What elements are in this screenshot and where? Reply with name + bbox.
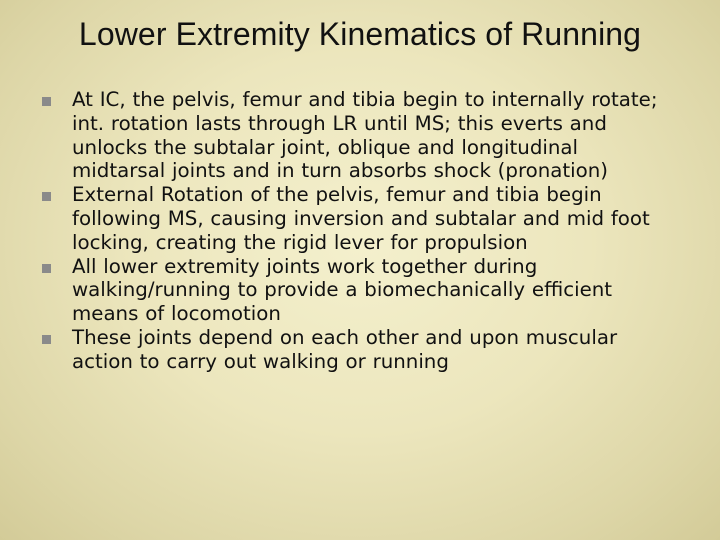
bullet-item bbox=[0, 326, 662, 374]
square-bullet-icon bbox=[42, 192, 51, 201]
bullet-list bbox=[0, 88, 720, 374]
square-bullet-icon bbox=[42, 97, 51, 106]
slide-title: Lower Extremity Kinematics of Running bbox=[78, 16, 642, 52]
bullet-text: At IC, the pelvis, femur and tibia begin to internally rotate; int. rotation lasts through LR until MS; this everts and unlocks the subtalar joint, oblique and longitudinal midtarsal joints and in turn absorbs shock (pronation) bbox=[72, 88, 658, 183]
bullet-item bbox=[0, 183, 662, 254]
square-bullet-icon bbox=[42, 264, 51, 273]
bullet-item bbox=[0, 255, 662, 326]
bullet-text: All lower extremity joints work together during walking/running to provide a biomechanically efficient means of locomotion bbox=[72, 254, 613, 326]
bullet-item bbox=[0, 88, 662, 183]
bullet-text: These joints depend on each other and upon muscular action to carry out walking or running bbox=[72, 325, 618, 373]
square-bullet-icon bbox=[42, 335, 51, 344]
bullet-text: External Rotation of the pelvis, femur and tibia begin following MS, causing inversion and subtalar and mid foot locking, creating the rigid lever for propulsion bbox=[72, 183, 650, 254]
